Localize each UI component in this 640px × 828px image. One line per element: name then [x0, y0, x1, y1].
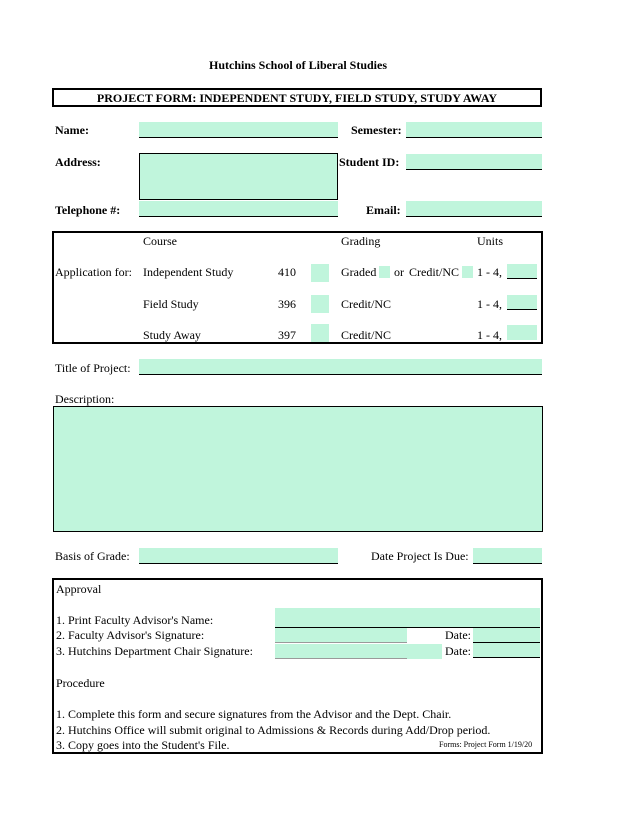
- course-name: Study Away: [143, 328, 201, 342]
- course-number: 410: [278, 265, 296, 279]
- advisor-name-input[interactable]: [275, 608, 540, 628]
- address-input[interactable]: [139, 153, 338, 200]
- form-title: PROJECT FORM: INDEPENDENT STUDY, FIELD STUDY, STUDY AWAY: [96, 91, 498, 105]
- name-label: Name:: [55, 123, 89, 137]
- application-for-label: Application for:: [55, 265, 132, 279]
- student-id-label: Student ID:: [339, 155, 400, 169]
- chair-signature-extension: [407, 644, 442, 659]
- chair-signature-input[interactable]: [275, 644, 407, 659]
- grading-option-credit: Credit/NC: [341, 297, 391, 311]
- units-input-396[interactable]: [507, 295, 537, 310]
- semester-input[interactable]: [406, 122, 542, 138]
- course-number: 397: [278, 328, 296, 342]
- advisor-name-label: 1. Print Faculty Advisor's Name:: [56, 613, 214, 627]
- units-range: 1 - 4,: [477, 265, 502, 279]
- student-id-input[interactable]: [406, 154, 542, 170]
- advisor-date-input[interactable]: [473, 628, 540, 643]
- basis-label: Basis of Grade:: [55, 549, 130, 563]
- description-label: Description:: [55, 392, 115, 406]
- course-name: Field Study: [143, 297, 199, 311]
- due-date-label: Date Project Is Due:: [371, 549, 469, 563]
- grading-option-credit: Credit/NC: [341, 328, 391, 342]
- procedure-step: 1. Complete this form and secure signatures from the Advisor and the Dept. Chair.: [56, 707, 452, 721]
- date-label: Date:: [445, 644, 471, 658]
- title-input[interactable]: [139, 359, 542, 375]
- date-label: Date:: [445, 628, 471, 642]
- units-input-410[interactable]: [507, 264, 537, 279]
- description-input[interactable]: [53, 406, 543, 532]
- chair-date-input[interactable]: [473, 643, 540, 658]
- advisor-signature-label: 2. Faculty Advisor's Signature:: [56, 628, 205, 642]
- email-label: Email:: [366, 203, 401, 217]
- course-number: 396: [278, 297, 296, 311]
- course-checkbox-410[interactable]: [311, 264, 329, 282]
- course-checkbox-396[interactable]: [311, 295, 329, 313]
- application-box: [52, 231, 543, 344]
- credit-checkbox[interactable]: [462, 266, 473, 278]
- course-header: Course: [143, 234, 177, 248]
- grading-header: Grading: [341, 234, 381, 248]
- name-input[interactable]: [139, 122, 338, 138]
- telephone-label: Telephone #:: [55, 203, 121, 217]
- due-date-input[interactable]: [473, 548, 542, 564]
- semester-label: Semester:: [351, 123, 402, 137]
- procedure-step: 3. Copy goes into the Student's File.: [56, 738, 230, 752]
- school-name: Hutchins School of Liberal Studies: [208, 58, 388, 72]
- chair-signature-label: 3. Hutchins Department Chair Signature:: [56, 644, 253, 658]
- telephone-input[interactable]: [139, 201, 338, 217]
- grading-option-credit: Credit/NC: [409, 265, 459, 279]
- units-range: 1 - 4,: [477, 297, 502, 311]
- or-label: or: [394, 265, 404, 279]
- procedure-heading: Procedure: [56, 676, 105, 690]
- course-checkbox-397[interactable]: [311, 324, 329, 342]
- grading-option-graded: Graded: [341, 265, 377, 279]
- title-label: Title of Project:: [55, 361, 131, 375]
- advisor-signature-input[interactable]: [275, 628, 407, 643]
- units-header: Units: [477, 234, 504, 248]
- address-label: Address:: [55, 155, 101, 169]
- units-range: 1 - 4,: [477, 328, 502, 342]
- graded-checkbox[interactable]: [379, 266, 390, 278]
- procedure-step: 2. Hutchins Office will submit original to Admissions & Records during Add/Drop period.: [56, 723, 491, 737]
- basis-input[interactable]: [139, 548, 338, 564]
- approval-heading: Approval: [56, 582, 102, 596]
- course-name: Independent Study: [143, 265, 234, 279]
- footer-note: Forms: Project Form 1/19/20: [439, 740, 533, 749]
- units-input-397[interactable]: [507, 325, 537, 340]
- form-title-box: [52, 88, 542, 107]
- email-input[interactable]: [406, 201, 542, 217]
